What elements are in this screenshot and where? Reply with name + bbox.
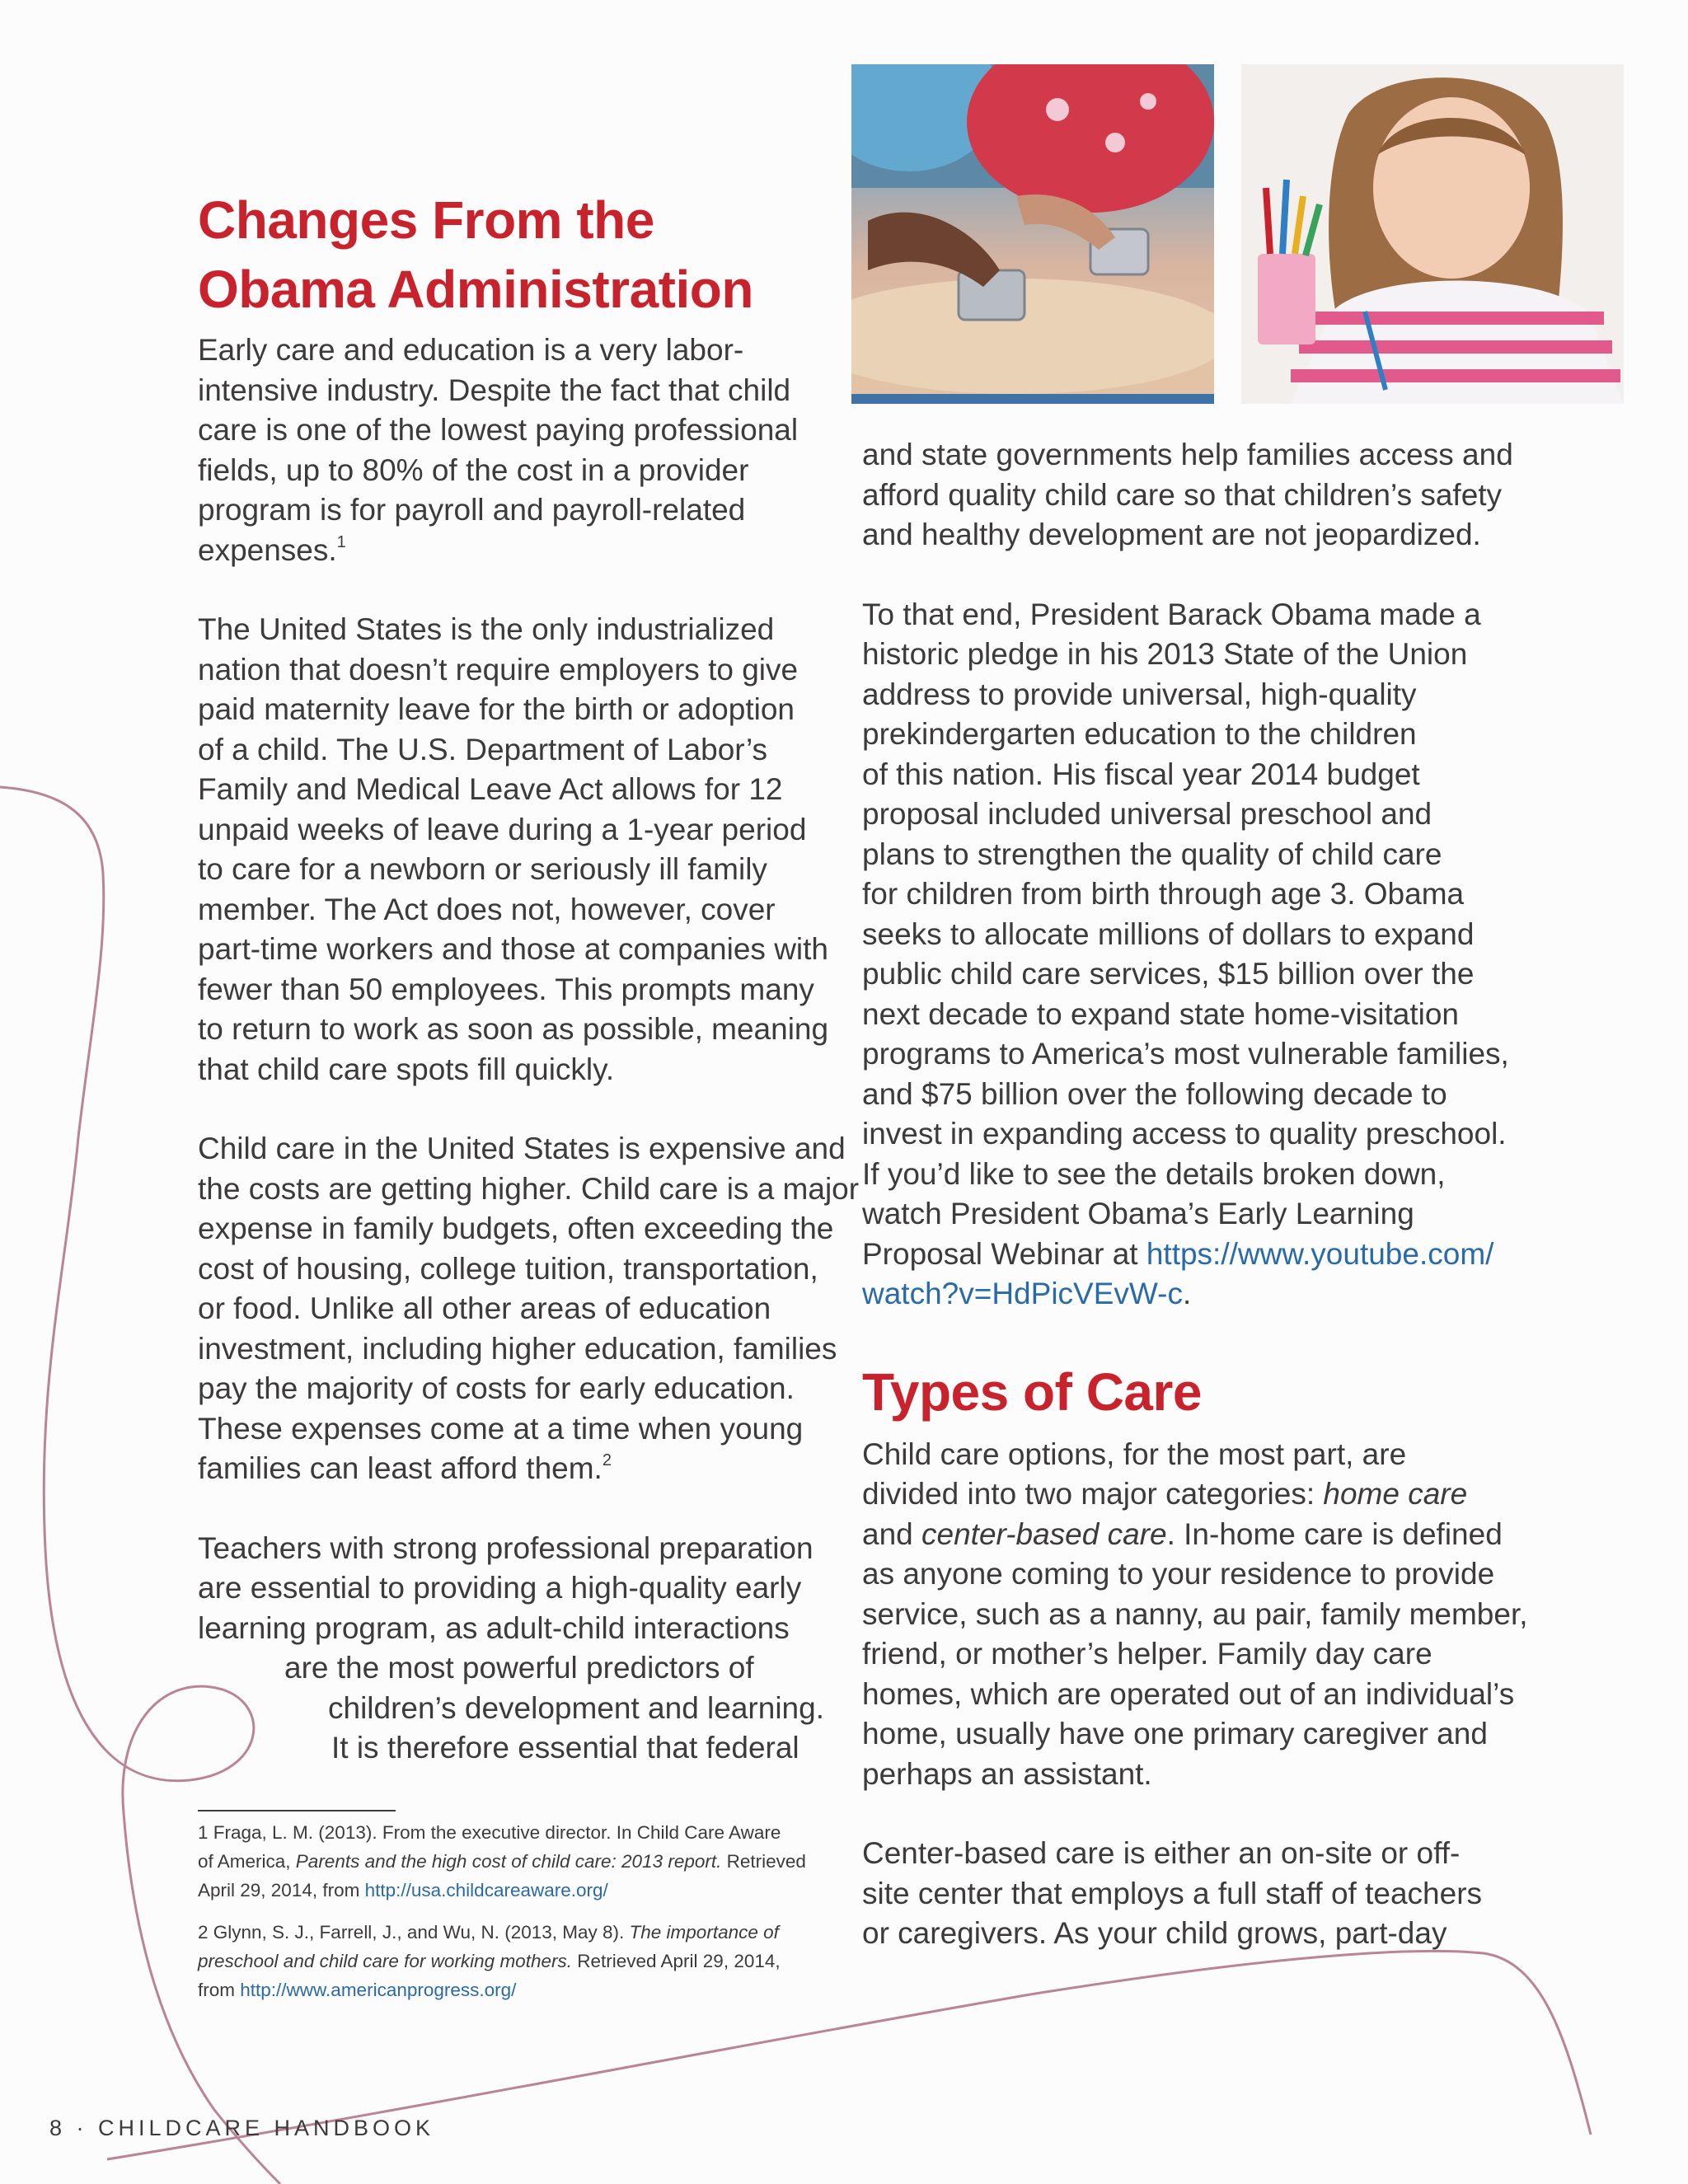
- footnote-2: 2 Glynn, S. J., Farrell, J., and Wu, N. (2013, May 8). The importance of preschool and child care for working mothers. Retrieved April 29, 2014, from http://www.americanprogress.org/: [198, 1922, 781, 2000]
- photo-right-drawing: [1241, 64, 1624, 404]
- youtube-webinar-link[interactable]: https://www.youtube.com/: [1146, 1236, 1494, 1271]
- paragraph-state-governments: and state governments help families access and afford quality child care so that children’s safety and healthy development are not jeopardized.: [862, 438, 1513, 551]
- page-footer: 8 · CHILDCARE HANDBOOK: [49, 2116, 435, 2140]
- paragraph-teachers: Teachers with strong professional preparation are essential to providing a high-quality early learning program, as adult-child interactions are the most powerful predictors of children’s development and learning. It is therefore essential that federal: [198, 1530, 824, 1765]
- paragraph-care-options: Child care options, for the most part, are divided into two major categories: home care and center-based care. In-home care is defined as anyone coming to your residence to provide service, such as a nanny, au pair, family member, friend, or mother’s helper. Family day care homes, which are operated out of an individual’s home, usually have one primary caregiver and perhaps an assistant.: [862, 1436, 1528, 1791]
- paragraph-obama-pledge: To that end, President Barack Obama made a historic pledge in his 2013 State of the Union address to provide universal, high-quality prekindergarten education to the children of this nation. His fiscal year 2014 budget proposal included universal preschool and plans to strengthen the quality of child care for children from birth through age 3. Obama seeks to allocate millions of dollars to expand public child care services, $15 billion over the next decade to expand state home-visitation programs to America’s most vulnerable families, and $75 billion over the following decade to invest in expanding access to quality preschool. If you’d like to see the details broken down, watch President Obama’s Early Learning Proposal Webinar at https://www.youtube.com/ watch?v=HdPicVEvW-c.: [862, 597, 1509, 1310]
- heading-changes-obama: Changes From the Obama Administration: [198, 190, 753, 319]
- paragraph-labor-intensive: Early care and education is a very labor- intensive industry. Despite the fact that child care is one of the lowest paying professional fields, up to 80% of the cost in a provider program is for payroll and payroll-related expenses.$^1$: [198, 333, 799, 567]
- left-column: [198, 185, 860, 1808]
- right-column: [862, 435, 1528, 1994]
- footnote-ref-1[interactable]: 1: [336, 532, 346, 551]
- footnote-divider: [198, 1810, 396, 1811]
- youtube-webinar-link-cont[interactable]: watch?v=HdPicVEvW-c: [862, 1277, 1183, 1310]
- childcareaware-link[interactable]: http://usa.childcareaware.org/: [364, 1880, 608, 1900]
- footnotes: [198, 1810, 837, 2018]
- paragraph-child-care-expensive: Child care in the United States is expensive and the costs are getting higher. Child care is a major expense in family budgets, often exceeding the cost of housing, college tuition, transportation, or food. Unlike all other areas of education investment, including higher education, families pay the majority of costs for early education. These expenses come at a time when young families can least afford them.$^2$: [198, 1132, 860, 1485]
- paragraph-maternity-leave: The United States is the only industrialized nation that doesn’t require employers to give paid maternity leave for the birth or adoption of a child. The U.S. Department of Labor’s Family and Medical Leave Act allows for 12 unpaid weeks of leave during a 1-year period to care for a newborn or seriously ill family member. The Act does not, however, cover part-time workers and those at companies with fewer than 50 employees. This prompts many to return to work as soon as possible, meaning that child care spots fill quickly.: [198, 612, 829, 1086]
- footnote-ref-2[interactable]: 2: [602, 1451, 612, 1469]
- footnote-1: 1 Fraga, L. M. (2013). From the executive director. In Child Care Aware of America, Parents and the high cost of child care: 2013 report. Retrieved April 29, 2014, from http://usa.childcareaware.org/: [198, 1822, 806, 1900]
- children-baking-photo: [851, 64, 1214, 404]
- girl-drawing-photo: [1241, 64, 1624, 404]
- americanprogress-link[interactable]: http://www.americanprogress.org/: [240, 1980, 517, 2000]
- photo-left-drawing: [851, 64, 1214, 404]
- heading-types-of-care: Types of Care: [862, 1361, 1202, 1422]
- paragraph-center-based: Center-based care is either an on-site or off- site center that employs a full staff of teachers or caregivers. As your child grows, part-day: [862, 1836, 1483, 1950]
